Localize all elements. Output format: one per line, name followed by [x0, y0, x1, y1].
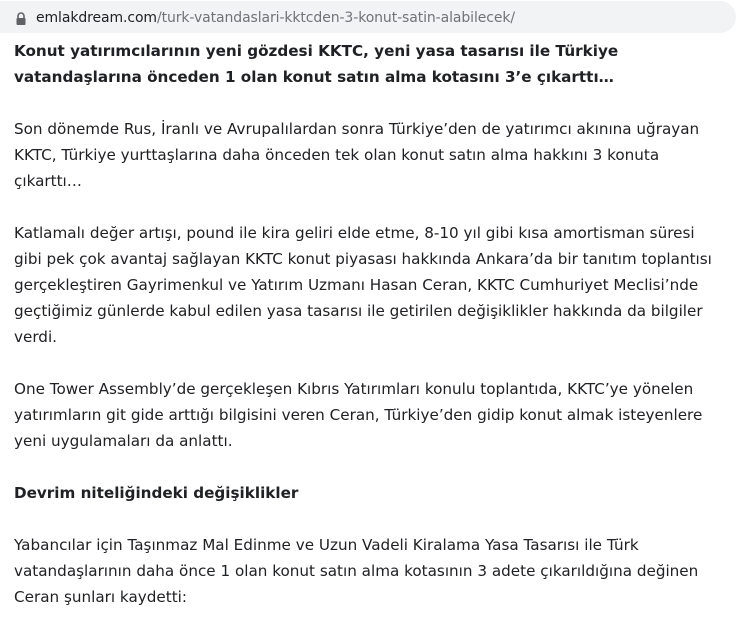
lock-icon[interactable]	[14, 11, 28, 27]
url-path: /turk-vatandaslari-kktcden-3-konut-satin-alabilecek/	[156, 10, 515, 26]
article-paragraph: Katlamalı değer artışı, pound ile kira geliri elde etme, 8-10 yıl gibi kısa amortisman süresi gibi pek çok avantaj sağlayan KKTC konut piyasası hakkında Ankara’da bir tanıtım toplantısı gerçekleştiren Gayrimenkul ve Yatırım Uzmanı Hasan Ceran, KKTC Cumhuriyet Meclisi’nde geçtiğimiz günlerde kabul edilen yasa tasarısı ile getirilen değişiklikler hakkında da bilgiler verdi.	[14, 224, 712, 346]
article-paragraph: Son dönemde Rus, İranlı ve Avrupalılardan sonra Türkiye’den de yatırımcı akınına uğrayan KKTC, Türkiye yurttaşlarına daha önceden tek olan konut satın alma hakkını 3 konuta çıkarttı…	[14, 120, 700, 190]
browser-address-bar[interactable]	[0, 0, 736, 36]
article-subheading: Devrim niteliğindeki değişiklikler	[14, 484, 299, 502]
article-lead: Konut yatırımcılarının yeni gözdesi KKTC, yeni yasa tasarısı ile Türkiye vatandaşlarına önceden 1 olan konut satın alma kotasını 3’e çıkarttı…	[14, 42, 619, 86]
article-body	[14, 38, 726, 636]
article-paragraph: Yabancılar için Taşınmaz Mal Edinme ve Uzun Vadeli Kiralama Yasa Tasarısı ile Türk vatandaşlarının daha önce 1 olan konut satın alma kotasının 3 adete çıkarıldığına değinen Ceran şunları kaydetti:	[14, 536, 699, 606]
url-field[interactable]	[0, 1, 736, 33]
url-text[interactable]	[36, 10, 515, 26]
url-host: emlakdream.com	[36, 10, 157, 26]
article-paragraph: One Tower Assembly’de gerçekleşen Kıbrıs Yatırımları konulu toplantıda, KKTC’ye yönelen yatırımların git gide arttığı bilgisini veren Ceran, Türkiye’den gidip konut almak isteyenlere yeni uygulamaları da anlattı.	[14, 380, 703, 450]
